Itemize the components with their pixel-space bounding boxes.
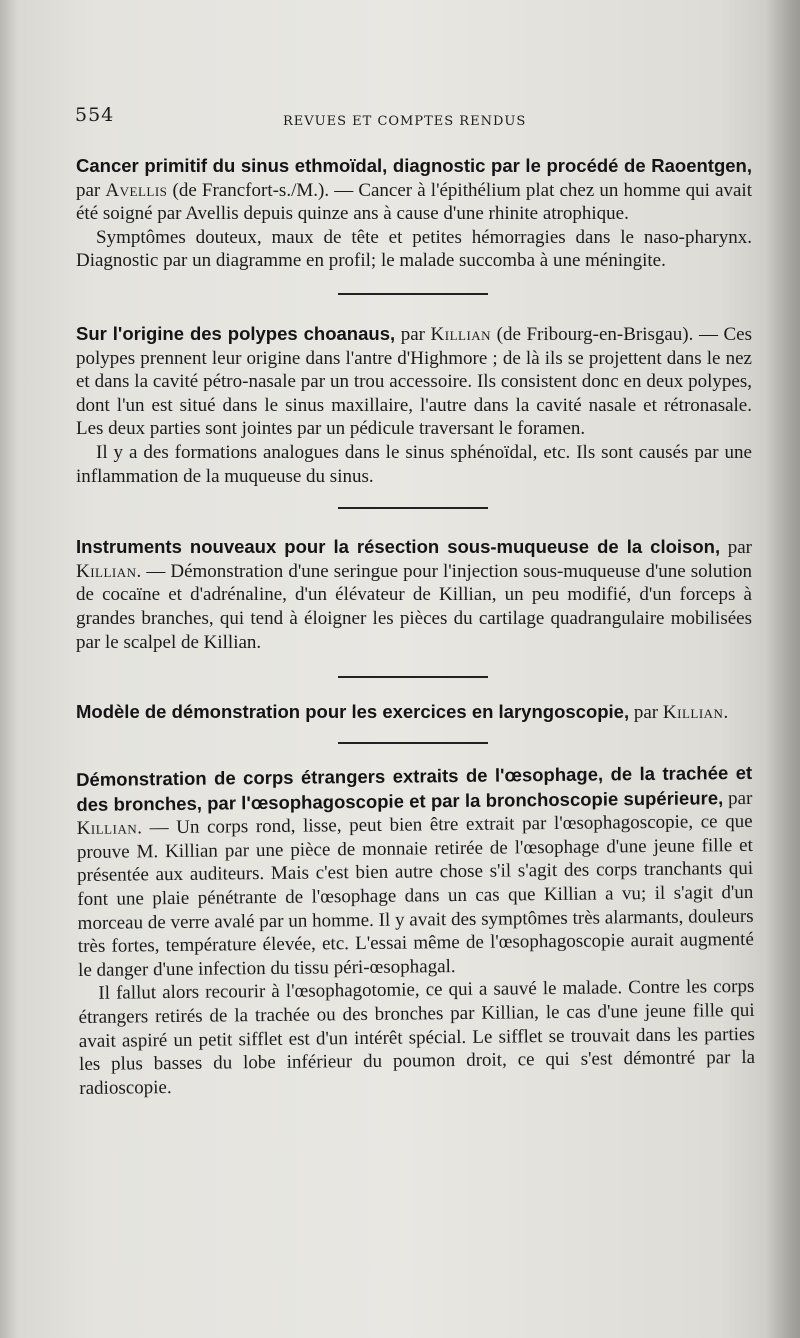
article-paragraph [76,700,752,725]
section-divider [338,742,488,744]
article-title: Démonstration de corps étrangers extraits de l'œsophage, de la trachée et des bronches, par l'œsophagoscopie et par la bronchoscopie supérieure, [76,761,753,815]
article-modele-demonstration [76,700,752,725]
page-number: 554 [75,104,115,126]
article-paragraph: Il y a des formations analogues dans le sinus sphénoïdal, etc. Ils sont causés par une inflammation de la muqueuse du sinus. [76,441,752,487]
author-name: Killian [430,323,492,345]
article-text: . — Un corps rond, lisse, peut bien être extrait par l'œsophagoscopie, ce que prouve M. Killian par une pièce de monnaie retirée de l'œsophage d'une jeune fille et présentée aux auditeurs. Mais c'est bien autre chose s'il s'agit des corps tranchants qui font une plaie pénétrante de l'œsophage dans un cas que Killian a vu; il s'agit d'un morceau de verre avalé par un homme. Il y avait des symptômes très alarmants, douleurs très fortes, température élevée, etc. L'essai même de l'œsophagoscopie aurait augmenté le danger d'une infection du tissu péri-œsophagal. [76,810,754,981]
article-polypes-choanaus [76,322,752,488]
author-prefix: par [720,537,752,559]
section-divider [338,293,488,295]
article-paragraph [76,535,752,654]
article-paragraph: Il fallut alors recourir à l'œsophagotomie, ce qui a sauvé le malade. Contre les corps étrangers retirés de la trachée ou des bronches par Killian, le cas d'une jeune fille qui avait aspiré un petit sifflet est d'un intérêt spécial. Le sifflet se trouvait dans les parties les plus basses du lobe inférieur du poumon droit, ce qui s'est démontré par la radioscopie. [78,975,756,1099]
article-title: Cancer primitif du sinus ethmoïdal, diagnostic par le procédé de Raoentgen, [76,155,752,176]
article-paragraph: Symptômes douteux, maux de tête et petites hémorragies dans le naso-pharynx. Diagnostic par un diagramme en profil; le malade succomba à une méningite. [76,226,752,272]
author-prefix: par [76,179,106,201]
article-cancer-ethmoidal [76,154,752,273]
author-name: Killian [76,817,138,839]
page-body [76,152,756,1100]
binding-shadow [0,0,18,1338]
section-divider [338,676,488,678]
article-paragraph [76,761,754,982]
article-text: (de Fribourg-en-Brisgau). — Ces polypes prennent leur origine dans l'antre d'Highmore ; de là ils se projettent dans le nez et dans la cavité pétro-nasale par un trou accessoire. Ils consistent donc en deux polypes, dont l'un est situé dans le sinus maxillaire, l'autre dans la cavité nasale et rétronasale. Les deux parties sont jointes par un pédicule traversant le foramen. [76,323,753,440]
author-prefix: par [395,323,431,345]
article-text: (de Francfort-s./M.). — Cancer à l'épithélium plat chez un homme qui avait été soigné par Avellis depuis quinze ans à cause d'une rhinite atrophique. [76,179,752,225]
section-divider [338,507,488,509]
running-head: REVUES ET COMPTES RENDUS [283,114,527,129]
article-title: Instruments nouveaux pour la résection sous-muqueuse de la cloison, [76,536,721,558]
article-title: Sur l'origine des polypes choanaus, [76,322,396,344]
author-name: Avellis [105,179,168,201]
edge-shadow [766,0,800,1338]
article-text: . [723,702,729,724]
article-paragraph [76,154,752,226]
author-name: Killian [662,702,724,724]
article-corps-etrangers [76,761,755,1100]
author-name: Killian [76,560,137,582]
author-prefix: par [629,702,663,724]
article-title: Modèle de démonstration pour les exercices en laryngoscopie, [76,701,630,723]
article-paragraph [76,322,752,441]
article-text: . — Démonstration d'une seringue pour l'injection sous-muqueuse d'une solution de cocaïne et d'adrénaline, d'un élévateur de Killian, un peu modifié, d'un forceps à grandes branches, qui tend à éloigner les pièces du cartilage quadrangulaire mobilisées par le scalpel de Killian. [76,560,752,653]
article-instruments-nouveaux [76,535,752,654]
author-prefix: par [723,787,753,809]
